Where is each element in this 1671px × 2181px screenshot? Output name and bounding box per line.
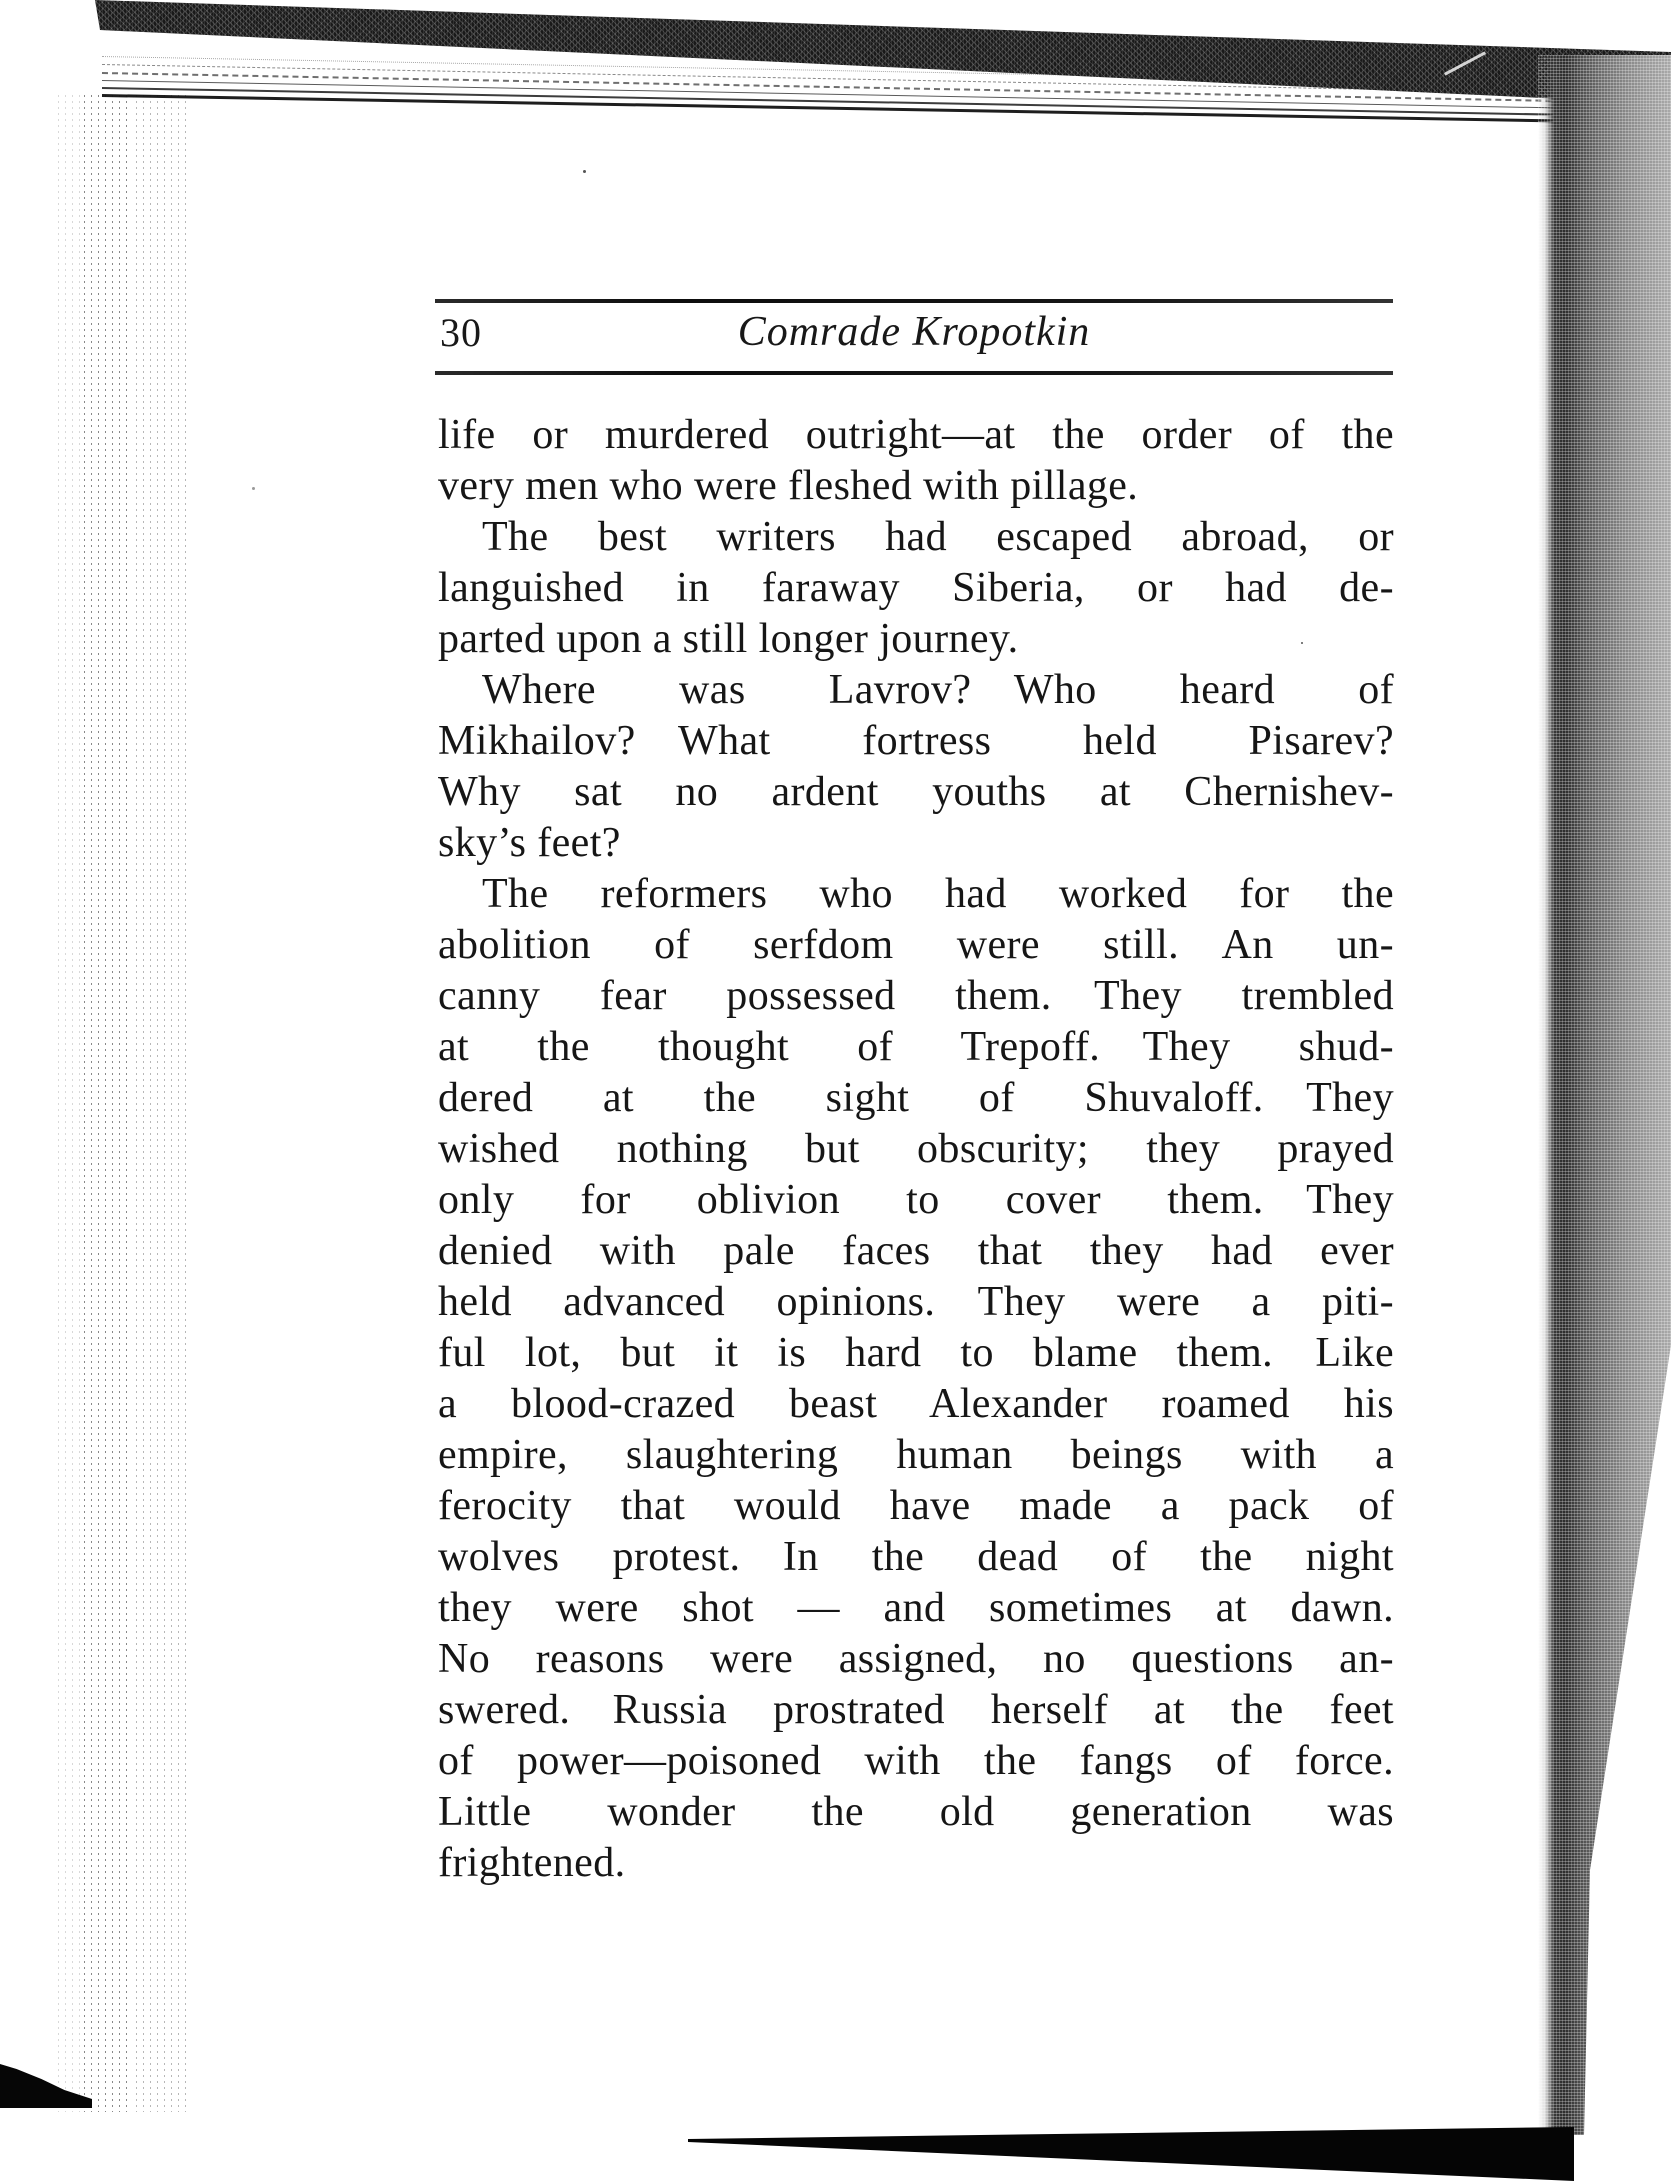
left-page-stack-edges bbox=[58, 95, 80, 2112]
text-line: ful lot, but it is hard to blame them. Like bbox=[438, 1330, 1394, 1376]
text-line: canny fear possessed them. They trembled bbox=[438, 973, 1394, 1019]
text-line: languished in faraway Siberia, or had de- bbox=[438, 565, 1394, 611]
header-rule-bottom bbox=[435, 371, 1393, 375]
text-line: empire, slaughtering human beings with a bbox=[438, 1432, 1394, 1478]
scan-speck bbox=[252, 487, 255, 490]
bottom-scan-bar bbox=[0, 2120, 1671, 2181]
text-line: The best writers had escaped abroad, or bbox=[482, 514, 1394, 560]
body-text bbox=[438, 410, 1394, 1889]
text-line: Little wonder the old generation was bbox=[438, 1789, 1394, 1835]
text-line: only for oblivion to cover them. They bbox=[438, 1177, 1394, 1223]
text-line: held advanced opinions. They were a piti- bbox=[438, 1279, 1394, 1325]
text-line: a blood-crazed beast Alexander roamed his bbox=[438, 1381, 1394, 1427]
text-line: life or murdered outright—at the order of the bbox=[438, 412, 1394, 458]
text-line: Why sat no ardent youths at Chernishev- bbox=[438, 769, 1394, 815]
text-line: they were shot — and sometimes at dawn. bbox=[438, 1585, 1394, 1631]
left-page-stack-edges bbox=[84, 95, 132, 2112]
text-line: denied with pale faces that they had ever bbox=[438, 1228, 1394, 1274]
text-line: at the thought of Trepoff. They shud- bbox=[438, 1024, 1394, 1070]
scan-speck bbox=[583, 170, 586, 173]
text-line: Where was Lavrov? Who heard of bbox=[482, 667, 1394, 713]
text-line: frightened. bbox=[438, 1840, 626, 1886]
page-number: 30 bbox=[440, 310, 482, 355]
running-title: Comrade Kropotkin bbox=[737, 309, 1091, 355]
text-line: of power—poisoned with the fangs of force. bbox=[438, 1738, 1394, 1784]
text-line: wished nothing but obscurity; they prayed bbox=[438, 1126, 1394, 1172]
text-line: No reasons were assigned, no questions an- bbox=[438, 1636, 1394, 1682]
text-line: The reformers who had worked for the bbox=[482, 871, 1394, 917]
text-line: swered. Russia prostrated herself at the feet bbox=[438, 1687, 1394, 1733]
header-rule-top bbox=[435, 299, 1393, 303]
text-line: dered at the sight of Shuvaloff. They bbox=[438, 1075, 1394, 1121]
text-line: ferocity that would have made a pack of bbox=[438, 1483, 1394, 1529]
text-line: wolves protest. In the dead of the night bbox=[438, 1534, 1394, 1580]
text-line: parted upon a still longer journey. bbox=[438, 616, 1019, 662]
text-line: sky’s feet? bbox=[438, 820, 621, 866]
right-gutter-shadow bbox=[1538, 55, 1671, 2135]
text-line: Mikhailov? What fortress held Pisarev? bbox=[438, 718, 1394, 764]
left-page-stack-edges bbox=[136, 95, 186, 2112]
text-line: very men who were fleshed with pillage. bbox=[438, 463, 1139, 509]
text-line: abolition of serfdom were still. An un- bbox=[438, 922, 1394, 968]
